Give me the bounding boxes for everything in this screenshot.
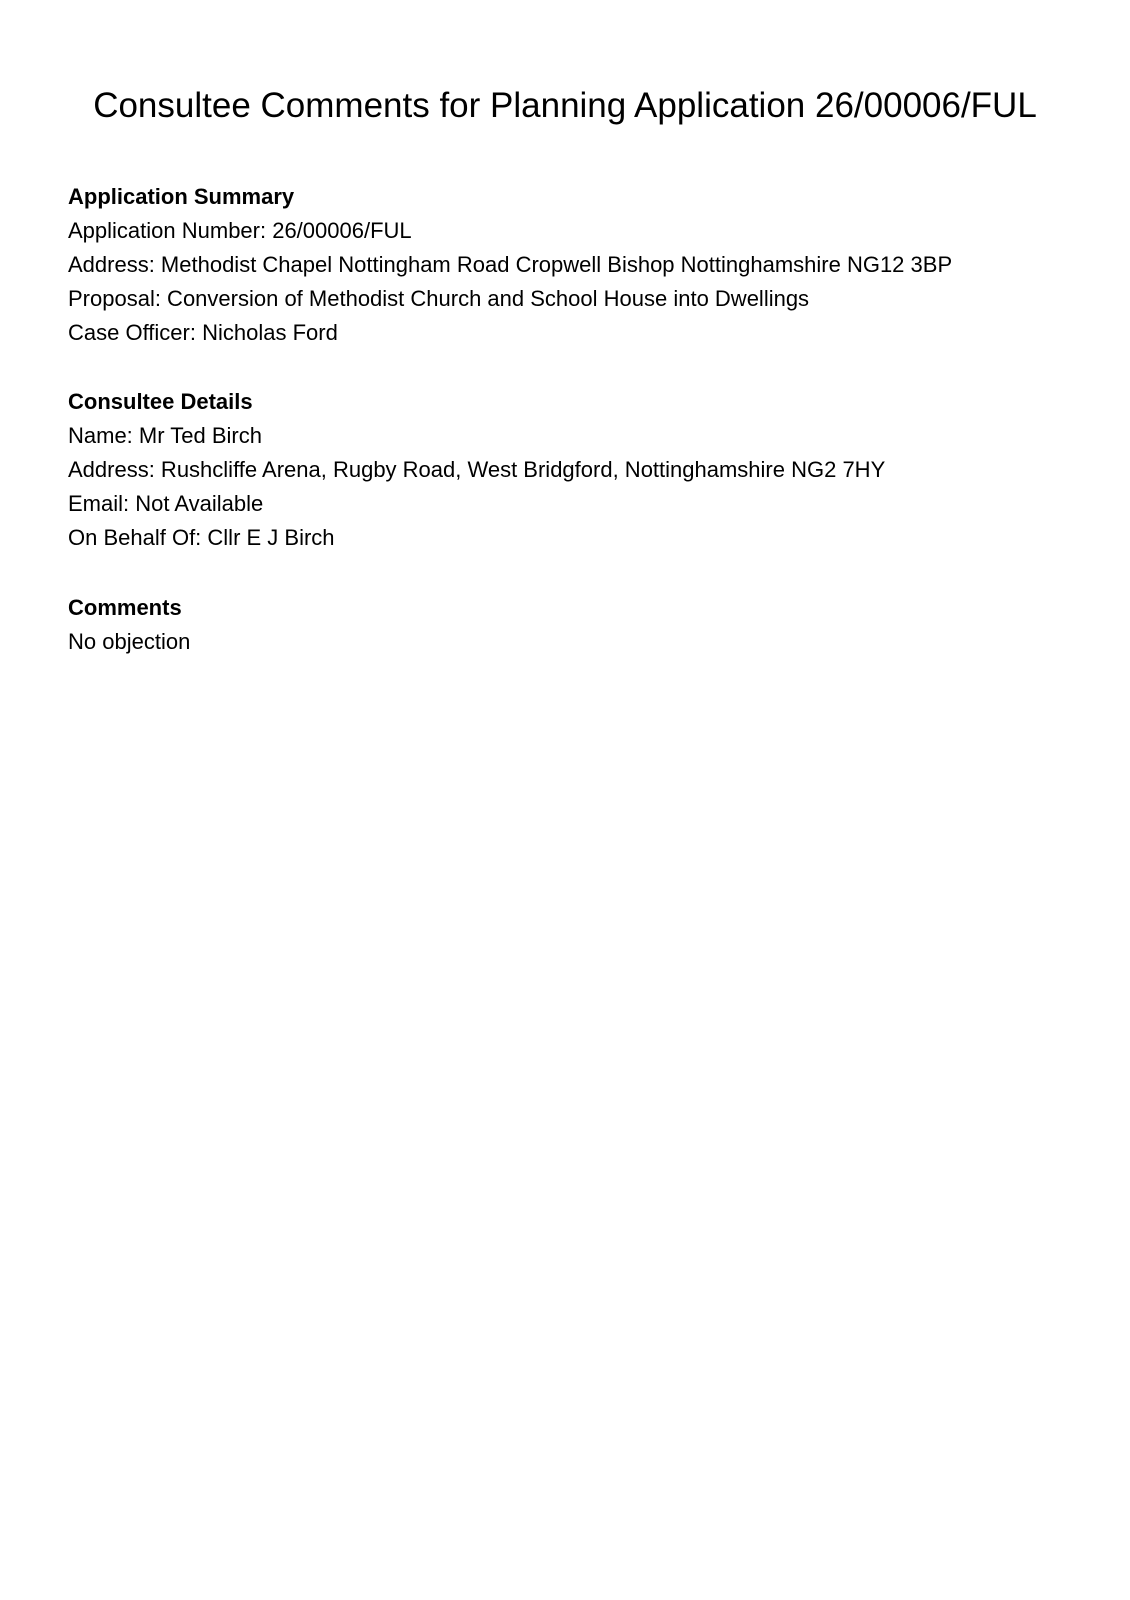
consultee-details-heading: Consultee Details	[68, 389, 253, 414]
case-officer: Case Officer: Nicholas Ford	[68, 320, 338, 345]
application-summary-section	[68, 180, 1068, 350]
page-title: Consultee Comments for Planning Application 26/00006/FUL	[93, 86, 1037, 125]
consultee-email: Email: Not Available	[68, 491, 264, 516]
consultee-details-section	[68, 385, 1068, 555]
comments-heading: Comments	[68, 595, 182, 620]
application-number: Application Number: 26/00006/FUL	[68, 218, 412, 243]
consultee-name: Name: Mr Ted Birch	[68, 423, 262, 448]
consultee-on-behalf-of: On Behalf Of: Cllr E J Birch	[68, 525, 335, 550]
comments-text: No objection	[68, 629, 191, 654]
application-summary-heading: Application Summary	[68, 184, 295, 209]
application-proposal: Proposal: Conversion of Methodist Church and School House into Dwellings	[68, 286, 810, 311]
consultee-address: Address: Rushcliffe Arena, Rugby Road, West Bridgford, Nottinghamshire NG2 7HY	[68, 457, 886, 482]
comments-section	[68, 591, 1068, 659]
application-address: Address: Methodist Chapel Nottingham Road Cropwell Bishop Nottinghamshire NG12 3BP	[68, 252, 953, 277]
